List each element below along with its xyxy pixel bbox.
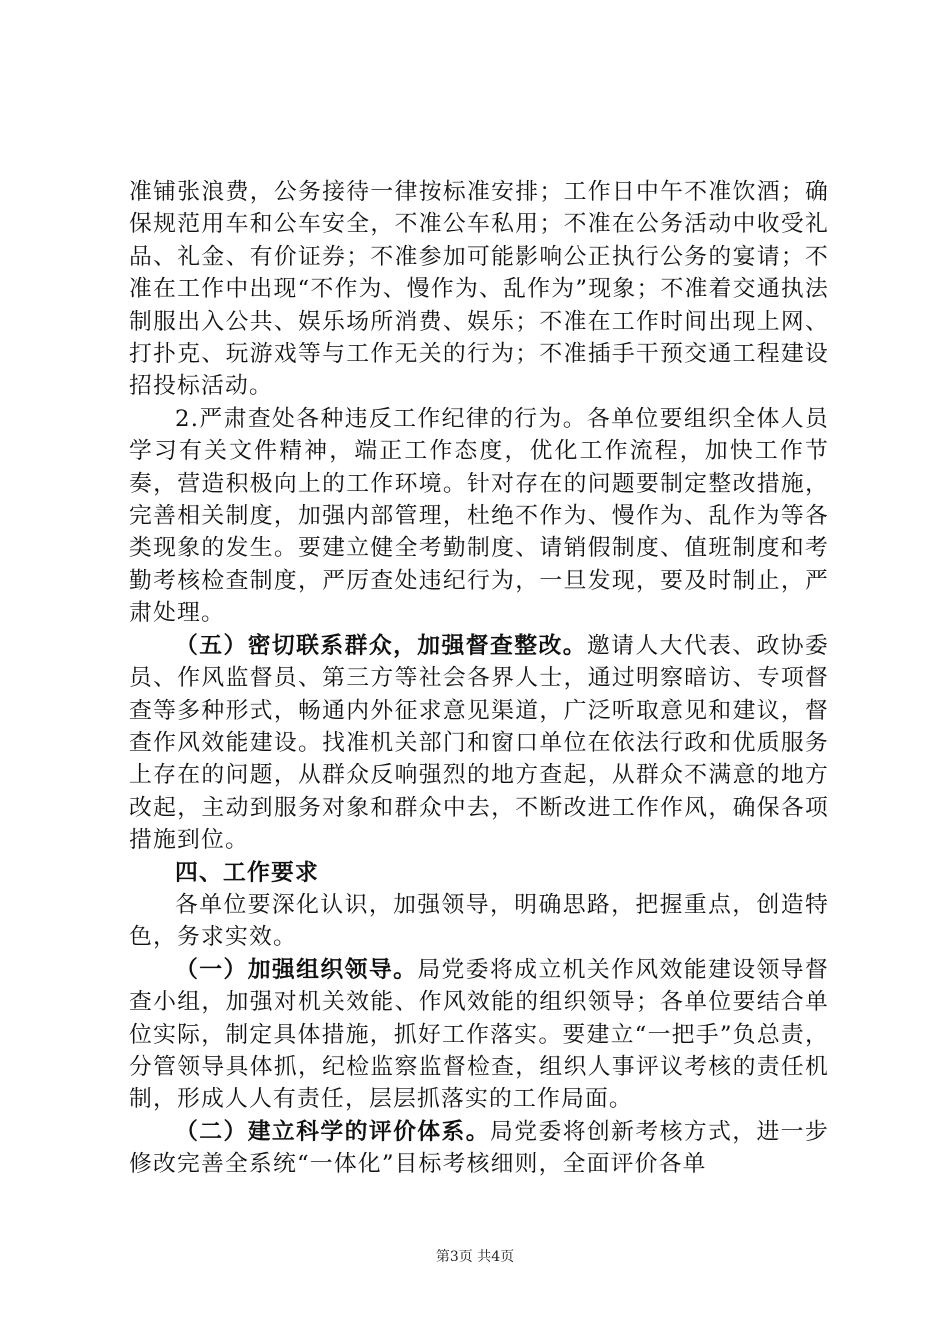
paragraph-7 [129, 1116, 829, 1181]
section-heading-4: 四、工作要求 [175, 859, 319, 886]
paragraph-6 [129, 954, 829, 1116]
paragraph-2 [129, 403, 829, 630]
paragraph-5-text: 各单位要深化认识，加强领导，明确思路，把握重点，创造特色，务求实效。 [129, 891, 829, 951]
paragraph-6-lead: （一）加强组织领导。 [175, 956, 418, 983]
page-footer [0, 1247, 950, 1267]
paragraph-7-lead: （二）建立科学的评价体系。 [175, 1118, 490, 1145]
page-number: 第3页 共4页 [435, 1249, 515, 1265]
paragraph-1-text: 准铺张浪费，公务接待一律按标准安排；工作日中午不准饮酒；确保规范用车和公车安全，不准公车私用；不准在公务活动中收受礼品、礼金、有价证券；不准参加可能影响公正执行公务的宴请；不准在工作中出现“不作为、慢作为、乱作为”现象；不准着交通执法制服出入公共、娱乐场所消费、娱乐；不准在工作时间出现上网、打扑克、玩游戏等与工作无关的行为；不准插手干预交通工程建设招投标活动。 [129, 179, 829, 400]
paragraph-1 [129, 176, 829, 403]
paragraph-3 [129, 630, 829, 857]
paragraph-5 [129, 889, 829, 954]
paragraph-3-lead: （五）密切联系群众，加强督查整改。 [175, 632, 587, 659]
paragraph-6-text: 局党委将成立机关作风效能建设领导督查小组，加强对机关效能、作风效能的组织领导；各单位要结合单位实际，制定具体措施，抓好工作落实。要建立“一把手”负总责，分管领导具体抓，纪检监察监督检查，组织人事评议考核的责任机制，形成人人有责任，层层抓落实的工作局面。 [129, 956, 829, 1113]
paragraph-2-text: 2.严肃查处各种违反工作纪律的行为。各单位要组织全体人员学习有关文件精神，端正工作态度，优化工作流程，加快工作节奏，营造积极向上的工作环境。针对存在的问题要制定整改措施，完善相关制度，加强内部管理，杜绝不作为、慢作为、乱作为等各类现象的发生。要建立健全考勤制度、请销假制度、值班制度和考勤考核检查制度，严厉查处违纪行为，一旦发现，要及时制止，严肃处理。 [129, 405, 829, 627]
paragraph-3-text: 邀请人大代表、政协委员、作风监督员、第三方等社会各界人士，通过明察暗访、专项督查等多种形式，畅通内外征求意见渠道，广泛听取意见和建议，督查作风效能建设。找准机关部门和窗口单位在依法行政和优质服务上存在的问题，从群众反响强烈的地方查起，从群众不满意的地方改起，主动到服务对象和群众中去，不断改进工作作风，确保各项措施到位。 [129, 632, 829, 854]
paragraph-7-text: 局党委将创新考核方式，进一步修改完善全系统“一体化”目标考核细则，全面评价各单 [129, 1118, 829, 1178]
document-body [129, 176, 829, 1181]
